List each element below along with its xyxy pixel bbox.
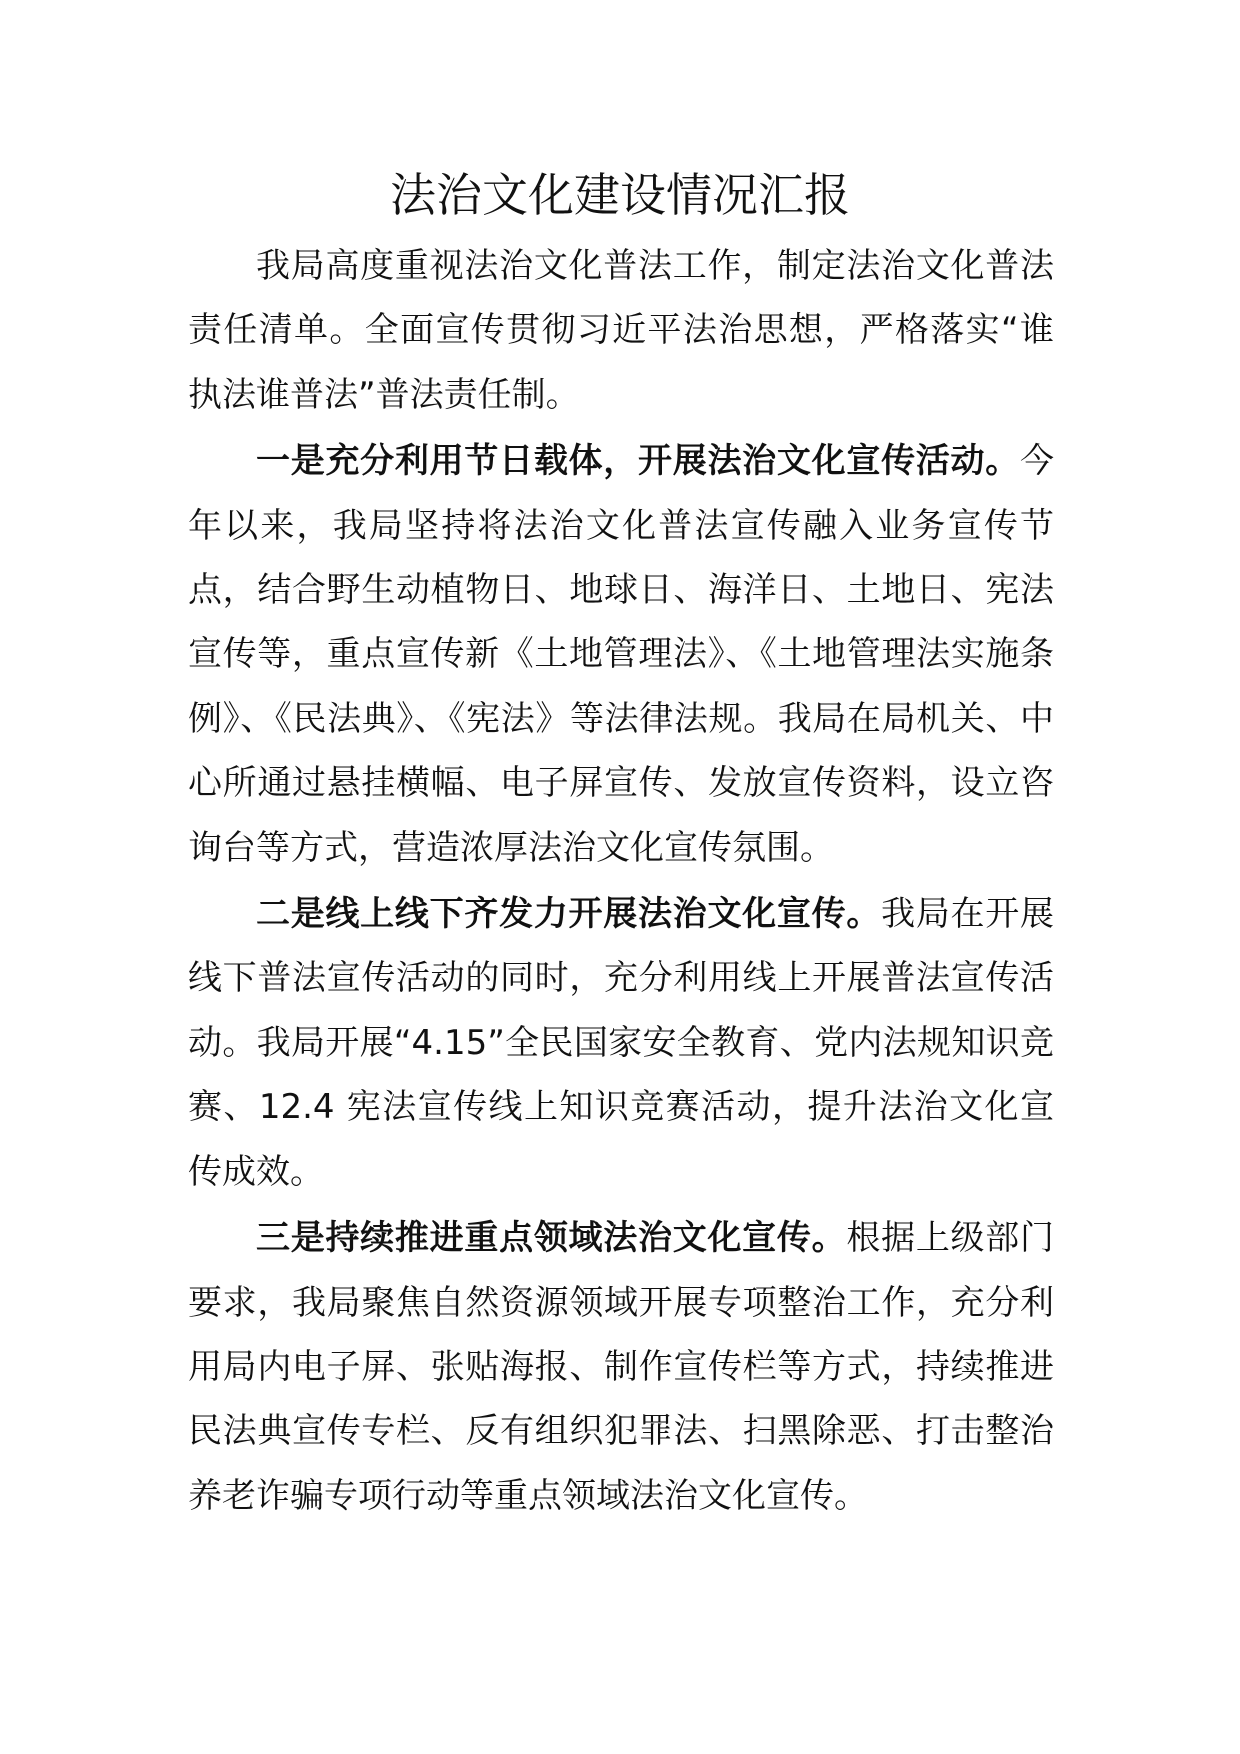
paragraph-point-1	[188, 429, 1054, 880]
document-title: 法治文化建设情况汇报	[390, 168, 850, 222]
paragraph-point-2	[188, 882, 1054, 1204]
paragraph-point-1-text: 今年以来，我局坚持将法治文化普法宣传融入业务宣传节点，结合野生动植物日、地球日、海洋日、土地日、宪法宣传等，重点宣传新《土地管理法》、《土地管理法实施条例》、《民法典》、《宪法》等法律法规。我局在局机关、中心所通过悬挂横幅、电子屏宣传、发放宣传资料，设立咨询台等方式，营造浓厚法治文化宣传氛围。	[188, 441, 1054, 868]
paragraph-point-2-text: 我局在开展线下普法宣传活动的同时，充分利用线上开展普法宣传活动。我局开展“4.15”全民国家安全教育、党内法规知识竞赛、12.4 宪法宣传线上知识竞赛活动，提升法治文化宣传成效。	[188, 894, 1055, 1192]
paragraph-point-3-heading: 三是持续推进重点领域法治文化宣传。	[256, 1218, 847, 1259]
paragraph-intro-text: 我局高度重视法治文化普法工作，制定法治文化普法责任清单。全面宣传贯彻习近平法治思想，严格落实“谁执法谁普法”普法责任制。	[188, 246, 1054, 415]
paragraph-point-3	[188, 1206, 1054, 1528]
paragraph-point-1-heading: 一是充分利用节日载体，开展法治文化宣传活动。	[256, 441, 1020, 482]
paragraph-point-2-heading: 二是线上线下齐发力开展法治文化宣传。	[256, 894, 882, 935]
document-body	[188, 234, 1054, 1530]
paragraph-intro	[188, 234, 1054, 427]
paragraph-point-3-text: 根据上级部门要求，我局聚焦自然资源领域开展专项整治工作，充分利用局内电子屏、张贴海报、制作宣传栏等方式，持续推进民法典宣传专栏、反有组织犯罪法、扫黑除恶、打击整治养老诈骗专项行动等重点领域法治文化宣传。	[188, 1218, 1055, 1516]
